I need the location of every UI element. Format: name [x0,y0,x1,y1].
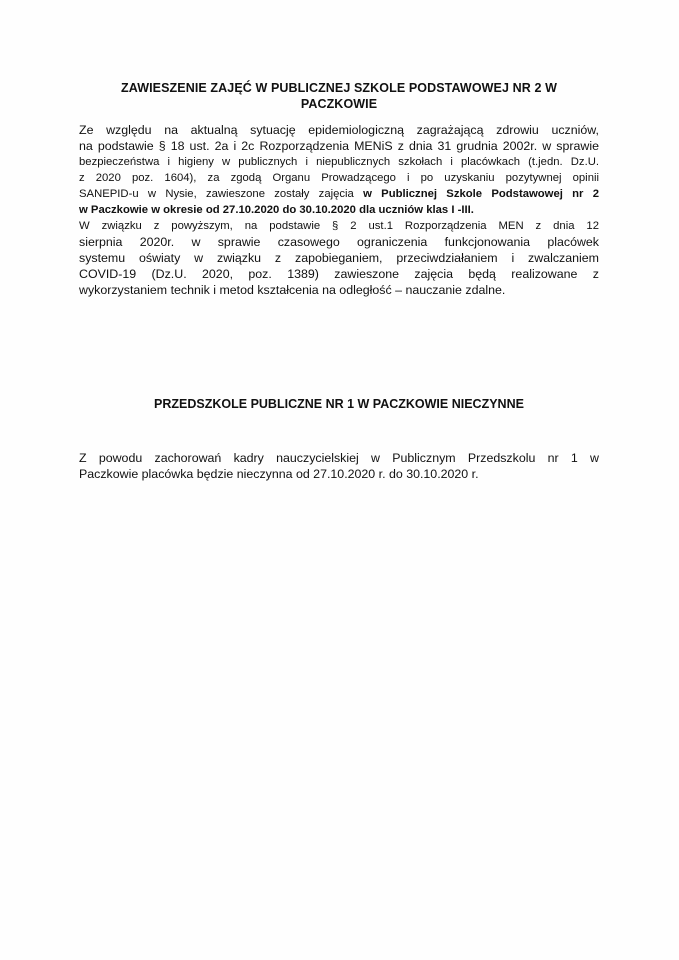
section1-line-plain: SANEPID-u w Nysie, zawieszone zostały zajęcia [79,188,364,200]
section1-title-line2: PACZKOWIE [300,97,378,111]
section1-line: W związku z powyższym, na podstawie § 2 ust.1 Rozporządzenia MEN z dnia 12 [79,220,599,232]
section1-line-mixed [79,186,599,202]
section1-line: bezpieczeństwa i higieny w publicznych i niepublicznych szkołach i placówkach (t.jedn. Dz.U. [79,156,599,168]
section2-body [79,450,599,482]
section1-line-bold-full: w Paczkowie w okresie od 27.10.2020 do 30.10.2020 dla uczniów klas I -III. [79,204,474,216]
section1-line: Ze względu na aktualną sytuację epidemiologiczną zagrażającą zdrowiu uczniów, [79,123,599,137]
section1-line: wykorzystaniem technik i metod kształcenia na odległość – nauczanie zdalne. [79,283,506,297]
section1-line: sierpnia 2020r. w sprawie czasowego ograniczenia funkcjonowania placówek [79,235,599,249]
section1-line: z 2020 poz. 1604), za zgodą Organu Prowadzącego i po uzyskaniu pozytywnej opinii [79,172,599,184]
section2-title: PRZEDSZKOLE PUBLICZNE NR 1 W PACZKOWIE NIECZYNNE [154,397,524,411]
section1-line: na podstawie § 18 ust. 2a i 2c Rozporządzenia MENiS z dnia 31 grudnia 2002r. w sprawie [79,139,599,153]
document-content [79,80,599,482]
section1-title-line1: ZAWIESZENIE ZAJĘĆ W PUBLICZNEJ SZKOLE PODSTAWOWEJ NR 2 W [121,81,557,95]
section1-body [79,122,599,298]
section1-line: COVID-19 (Dz.U. 2020, poz. 1389) zawieszone zajęcia będą realizowane z [79,267,599,281]
section1-line-bold: w Publicznej Szkole Podstawowej nr 2 [363,188,599,200]
section2-line: Paczkowie placówka będzie nieczynna od 27.10.2020 r. do 30.10.2020 r. [79,467,479,481]
section2-line: Z powodu zachorowań kadry nauczycielskiej w Publicznym Przedszkolu nr 1 w [79,451,599,465]
section1-line: systemu oświaty w związku z zapobieganiem, przeciwdziałaniem i zwalczaniem [79,251,599,265]
section1-title [79,80,599,112]
